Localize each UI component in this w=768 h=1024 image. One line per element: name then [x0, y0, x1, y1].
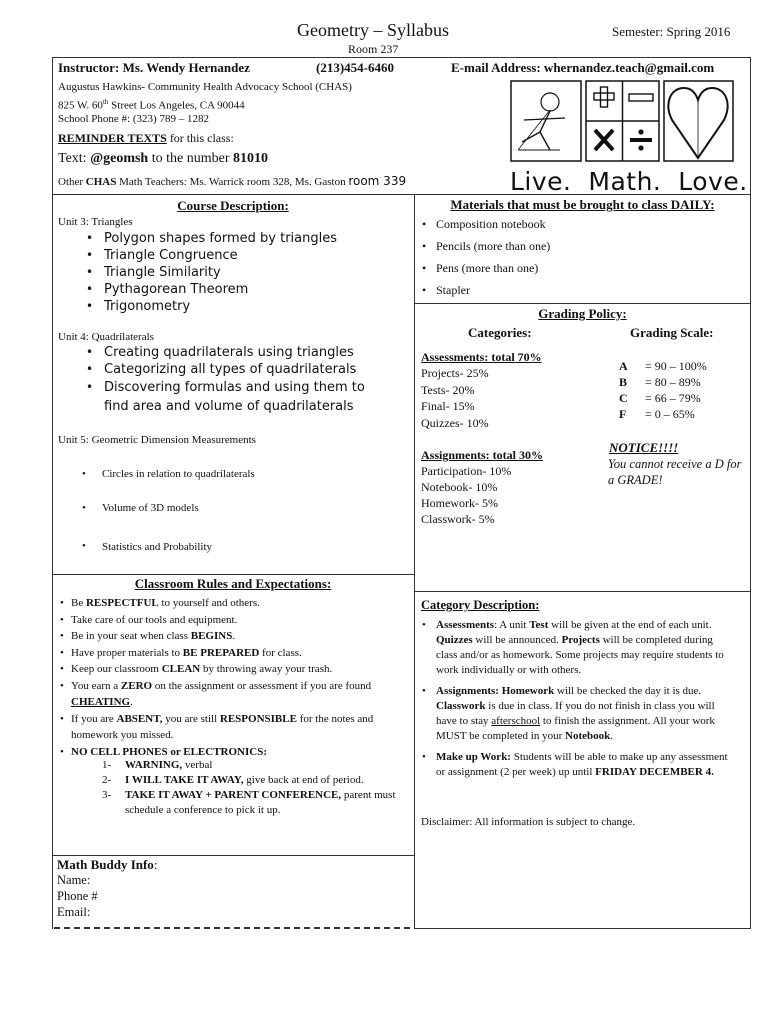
school-name: Augustus Hawkins- Community Health Advocacy School (CHAS): [58, 81, 352, 93]
right-divider-1: [414, 303, 751, 304]
list-item: • Composition notebook: [414, 213, 744, 235]
grade-scale-table: [619, 358, 707, 422]
school-phone: School Phone #: (323) 789 – 1282: [58, 113, 209, 125]
address-start: 825 W. 60: [58, 99, 103, 112]
rules-heading: Classroom Rules and Expectations:: [134, 576, 332, 591]
list-item: • Stapler: [414, 279, 744, 301]
sub-item: 2- I WILL TAKE IT AWAY, give back at end of period.: [102, 774, 364, 786]
unit3-list: [58, 230, 408, 315]
room-label: Room 237: [348, 42, 399, 56]
assessments-list: [421, 365, 489, 431]
category-description-heading: Category Description:: [421, 598, 540, 612]
school-address: [58, 95, 245, 114]
list-item: Notebook- 10%: [421, 480, 498, 494]
list-item: Quizzes- 10%: [421, 415, 489, 430]
sub-item: 3- TAKE IT AWAY + PARENT CONFERENCE, parent must schedule a conference to pick it up.: [102, 789, 396, 816]
reminder-texts: [58, 131, 234, 146]
list-item: • Be RESPECTFUL to yourself and others.: [57, 595, 407, 612]
list-item: • Assessments: A unit Test will be given at the end of each unit. Quizzes will be announced. Projects will be completed during class and/or as homework. Some projects may require students to work individually or with others.: [414, 618, 736, 678]
list-item: • Triangle Congruence: [58, 247, 408, 264]
list-item: • Keep our classroom CLEAN by throwing away your trash.: [57, 661, 407, 678]
list-item: Homework- 5%: [421, 496, 498, 510]
frame-bottom-line: [414, 928, 751, 929]
grade-range: = 0 – 65%: [645, 407, 695, 421]
unit5-item-3: •: [82, 540, 86, 552]
instructor-name: Instructor: Ms. Wendy Hernandez: [58, 60, 250, 75]
unit5-item-3-text: Statistics and Probability: [102, 541, 212, 553]
frame-right-line: [750, 57, 751, 929]
unit4-title: Unit 4: Quadrilaterals: [58, 331, 154, 343]
grade-row: [619, 406, 707, 422]
math-buddy-title: Math Buddy Info:: [57, 857, 158, 872]
list-item: • Polygon shapes formed by triangles: [58, 230, 408, 247]
list-item: Participation- 10%: [421, 464, 512, 478]
list-item: • Make up Work: Students will be able to make up any assessment or assignment (2 per week) up until FRIDAY DECEMBER 4.: [414, 750, 736, 780]
list-item: • NO CELL PHONES or ELECTRONICS:: [57, 744, 407, 761]
text-number: 81010: [232, 151, 268, 166]
buddy-phone-field[interactable]: Phone #: [57, 889, 98, 903]
grading-heading: Grading Policy:: [538, 306, 627, 321]
grade-row: [619, 358, 707, 374]
grade-row: [619, 390, 707, 406]
logo-slogan: Live. Math. Love.: [510, 167, 748, 196]
notice-title: NOTICE!!!!: [609, 440, 679, 455]
list-item: Final- 15%: [421, 399, 475, 413]
list-item: • Take care of our tools and equipment.: [57, 612, 407, 629]
text-code-line: [58, 151, 268, 167]
grade-letter: F: [619, 407, 627, 421]
disclaimer: Disclaimer: All information is subject to change.: [421, 816, 636, 828]
reminder-texts-bold: REMINDER TEXTS: [58, 131, 167, 145]
frame-left-line: [52, 57, 53, 929]
other-rest: Math Teachers: Ms. Warrick room 328, Ms. Gaston: [116, 176, 349, 188]
text-code: @geomsh: [90, 151, 149, 166]
other-pre: Other: [58, 176, 86, 188]
unit5-item-2-text: Volume of 3D models: [102, 502, 199, 514]
list-item: Tests- 20%: [421, 382, 475, 397]
list-item: • Assignments: Homework will be checked the day it is due. Classwork is due in class. If you do not finish in class you will have to stay afterschool to finish the assignment. All your work MUST be completed in your Notebook.: [414, 684, 736, 744]
page-title: Geometry – Syllabus: [297, 20, 449, 40]
reminder-texts-rest: for this class:: [166, 131, 234, 145]
address-sup: th: [102, 98, 109, 106]
live-math-love-logo: [510, 80, 748, 196]
logo-drawing: [510, 80, 734, 164]
course-description-heading: Course Description:: [177, 198, 289, 213]
right-divider-2: [414, 591, 751, 592]
grade-letter: B: [619, 375, 628, 389]
categories-label: Categories:: [468, 325, 532, 340]
grade-letter: A: [619, 359, 628, 373]
instructor-phone: (213)454-6460: [316, 60, 394, 75]
materials-heading: Materials that must be brought to class DAILY:: [450, 197, 715, 212]
materials-list: [414, 213, 744, 301]
list-item: • Categorizing all types of quadrilaterals: [58, 361, 398, 378]
left-divider-1: [52, 574, 414, 575]
list-item: • Pythagorean Theorem: [58, 281, 408, 298]
grade-letter: C: [619, 391, 628, 405]
address-end: Street Los Angeles, CA 90044: [108, 99, 245, 112]
grade-row: [619, 374, 707, 390]
dashed-cut-line: [54, 927, 410, 929]
list-item: Classwork- 5%: [421, 512, 495, 526]
left-divider-2: [52, 855, 414, 856]
list-item: • Pens (more than one): [414, 257, 744, 279]
list-item: • Have proper materials to BE PREPARED for class.: [57, 645, 407, 662]
list-item: Projects- 25%: [421, 366, 489, 380]
unit5-item-1: •: [82, 468, 86, 480]
unit5-item-1-text: Circles in relation to quadrilaterals: [102, 468, 255, 480]
list-item: • Trigonometry: [58, 298, 408, 315]
grade-range: = 66 – 79%: [645, 391, 701, 405]
other-teachers: [58, 174, 406, 190]
list-item: • Pencils (more than one): [414, 235, 744, 257]
instructor-email[interactable]: E-mail Address: whernandez.teach@gmail.com: [451, 60, 715, 75]
grade-range: = 80 – 89%: [645, 375, 701, 389]
assignments-list: [421, 463, 511, 527]
buddy-email-field[interactable]: Email:: [57, 905, 91, 919]
buddy-name-field[interactable]: Name:: [57, 873, 91, 887]
list-item: • You earn a ZERO on the assignment or assessment if you are found CHEATING.: [57, 678, 407, 711]
grading-scale-label: Grading Scale:: [630, 325, 714, 340]
assignments-title: Assignments: total 30%: [421, 448, 543, 462]
text-pre: Text:: [58, 151, 91, 166]
other-bold: CHAS: [85, 176, 117, 188]
list-item: • Discovering formulas and using them to find area and volume of quadrilaterals: [58, 378, 398, 416]
other-room: room 339: [348, 174, 407, 188]
rules-list: [57, 595, 407, 760]
list-item: • Triangle Similarity: [58, 264, 408, 281]
category-description-list: [414, 618, 736, 786]
list-item: • If you are ABSENT, you are still RESPONSIBLE for the notes and homework you missed.: [57, 711, 407, 744]
assessments-title: Assessments: total 70%: [421, 350, 542, 364]
semester-label: Semester: Spring 2016: [612, 24, 731, 39]
list-item: • Be in your seat when class BEGINS.: [57, 628, 407, 645]
notice-text: You cannot receive a D for a GRADE!: [608, 457, 742, 487]
unit3-title: Unit 3: Triangles: [58, 216, 133, 228]
text-mid: to the number: [148, 151, 233, 166]
unit5-item-2: •: [82, 502, 86, 514]
frame-top-line: [52, 57, 751, 58]
center-divider: [414, 194, 415, 929]
sub-item: 1- WARNING, verbal: [102, 759, 213, 771]
rules-sublist: [102, 758, 402, 818]
unit4-list: [58, 344, 398, 416]
grade-range: = 90 – 100%: [645, 359, 707, 373]
list-item: • Creating quadrilaterals using triangles: [58, 344, 398, 361]
unit5-title: Unit 5: Geometric Dimension Measurements: [58, 434, 256, 446]
